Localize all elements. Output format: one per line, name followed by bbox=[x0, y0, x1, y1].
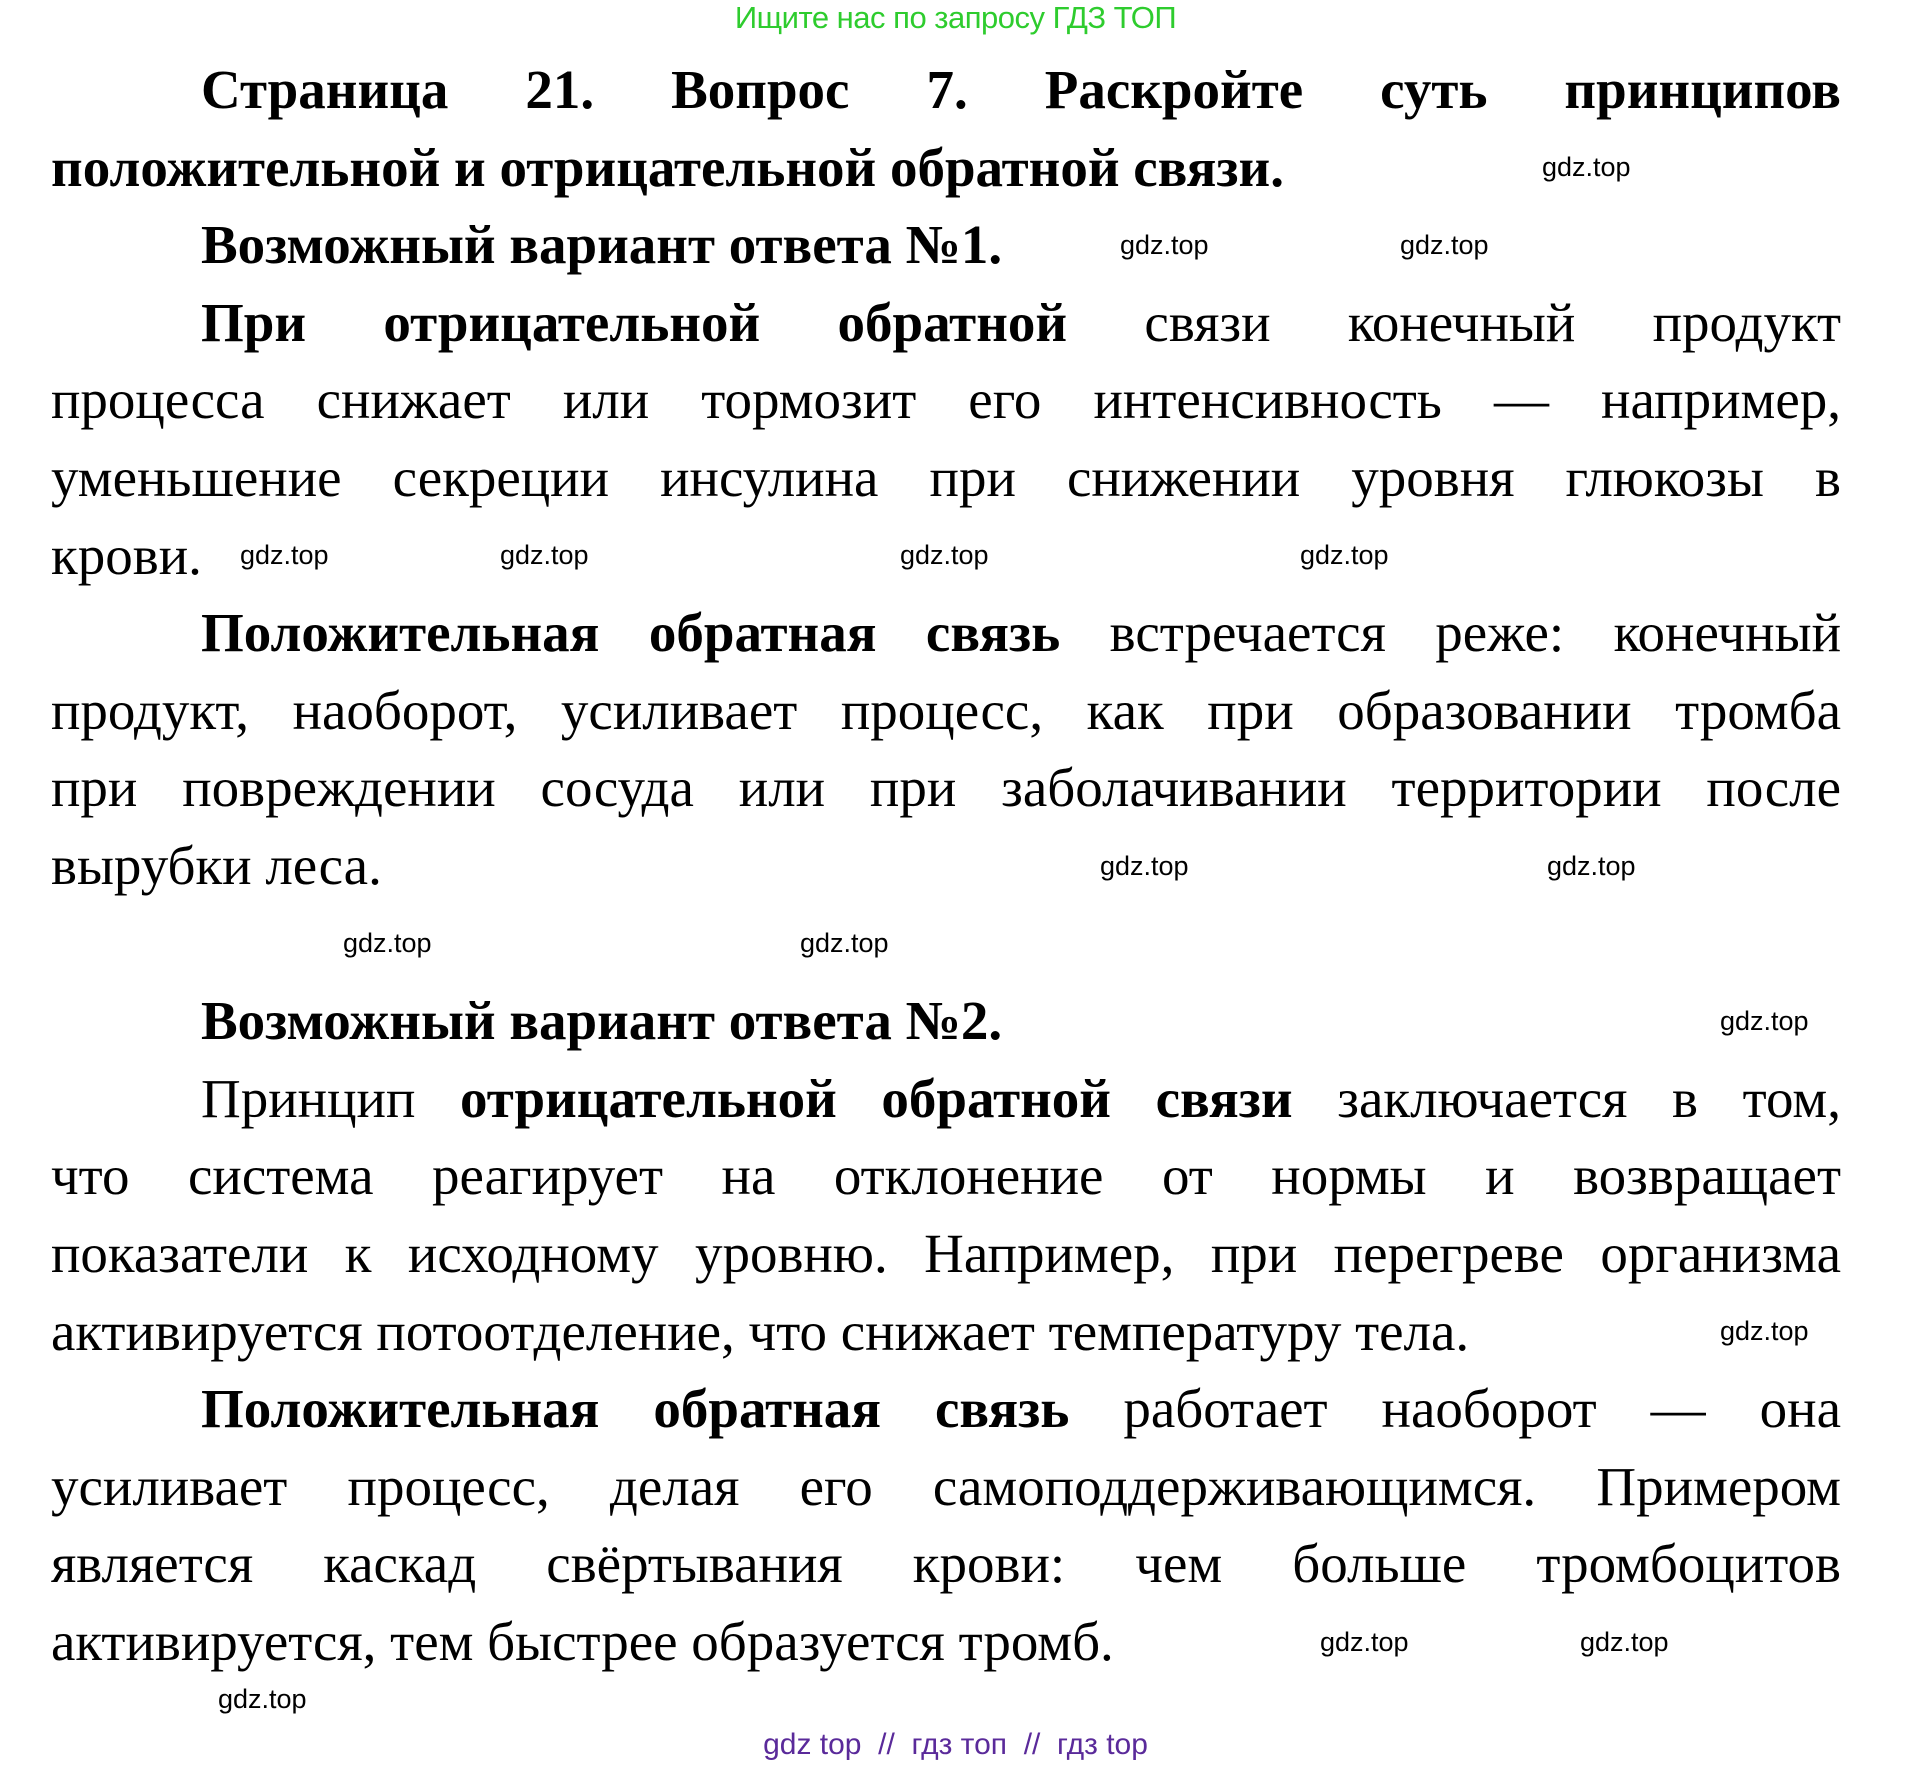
text: встречается реже: конечный bbox=[1060, 602, 1841, 664]
text: показатели к исходному уровню. Например, при перегреве организма bbox=[51, 1222, 1841, 1284]
text: при повреждении сосуда или при заболачивании территории после bbox=[51, 757, 1841, 819]
watermark: gdz.top bbox=[1547, 851, 1636, 881]
text-line bbox=[51, 1448, 1841, 1526]
watermark: gdz.top bbox=[1720, 1316, 1809, 1346]
text-line bbox=[51, 1137, 1841, 1215]
watermark: gdz.top bbox=[1100, 851, 1189, 881]
text-line bbox=[51, 1293, 1841, 1371]
text: активируется потоотделение, что снижает температуру тела. bbox=[51, 1300, 1470, 1362]
text: связи конечный продукт bbox=[1067, 291, 1841, 353]
text: активируется, тем быстрее образуется тромб. bbox=[51, 1610, 1114, 1672]
text: уменьшение секреции инсулина при снижении уровня глюкозы в bbox=[51, 446, 1841, 508]
bold-text: положительной и отрицательной обратной связи. bbox=[51, 136, 1284, 198]
text-line bbox=[51, 206, 1841, 284]
watermark: gdz.top bbox=[1300, 540, 1389, 570]
watermark: gdz.top bbox=[343, 928, 432, 958]
bold-text: Положительная обратная связь bbox=[201, 602, 1061, 664]
watermark: gdz.top bbox=[1120, 230, 1209, 260]
watermark: gdz.top bbox=[1320, 1627, 1409, 1657]
text: вырубки леса. bbox=[51, 834, 382, 896]
text-line bbox=[51, 439, 1841, 517]
watermark: gdz.top bbox=[800, 928, 889, 958]
text: Принцип bbox=[201, 1067, 461, 1129]
text: усиливает процесс, делая его самоподдерживающимся. Примером bbox=[51, 1455, 1841, 1517]
text-line bbox=[51, 51, 1841, 129]
watermark: gdz.top bbox=[218, 1684, 307, 1714]
text-line bbox=[51, 672, 1841, 750]
text: крови. bbox=[51, 524, 202, 586]
text-line bbox=[51, 594, 1841, 672]
bold-text: отрицательной обратной связи bbox=[460, 1067, 1293, 1129]
text-line bbox=[51, 1525, 1841, 1603]
text-line bbox=[51, 1060, 1841, 1138]
watermark: gdz.top bbox=[240, 540, 329, 570]
bold-text: Положительная обратная связь bbox=[201, 1378, 1070, 1440]
text: работает наоборот — она bbox=[1069, 1378, 1841, 1440]
watermark: gdz.top bbox=[500, 540, 589, 570]
watermark: gdz.top bbox=[1580, 1627, 1669, 1657]
text-line bbox=[51, 1603, 1841, 1681]
text-line bbox=[51, 749, 1841, 827]
section-answer-2 bbox=[51, 905, 1841, 1681]
text: продукт, наоборот, усиливает процесс, как при образовании тромба bbox=[51, 679, 1841, 741]
text-line bbox=[51, 1215, 1841, 1293]
bold-text: Страница 21. Вопрос 7. Раскройте суть принципов bbox=[201, 59, 1841, 120]
text-line bbox=[51, 982, 1841, 1060]
section-spacer bbox=[51, 905, 1841, 983]
bold-text: Возможный вариант ответа №1. bbox=[201, 214, 1003, 276]
text-line bbox=[51, 1370, 1841, 1448]
bold-text: При отрицательной обратной bbox=[201, 291, 1068, 353]
search-banner: Ищите нас по запросу ГДЗ ТОП bbox=[734, 0, 1177, 35]
text: является каскад свёртывания крови: чем больше тромбоцитов bbox=[51, 1533, 1841, 1595]
text: заключается в том, bbox=[1292, 1067, 1841, 1129]
text: процесса снижает или тормозит его интенсивность — например, bbox=[51, 369, 1841, 431]
text-line bbox=[51, 361, 1841, 439]
watermark: gdz.top bbox=[1720, 1006, 1809, 1036]
text-line bbox=[51, 284, 1841, 362]
watermark: gdz.top bbox=[900, 540, 989, 570]
watermark: gdz.top bbox=[1400, 230, 1489, 260]
footer-links: gdz top // гдз топ // гдз top bbox=[763, 1728, 1148, 1761]
bold-text: Возможный вариант ответа №2. bbox=[201, 990, 1003, 1052]
watermark: gdz.top bbox=[1542, 152, 1631, 182]
text: что система реагирует на отклонение от нормы и возвращает bbox=[51, 1145, 1841, 1207]
